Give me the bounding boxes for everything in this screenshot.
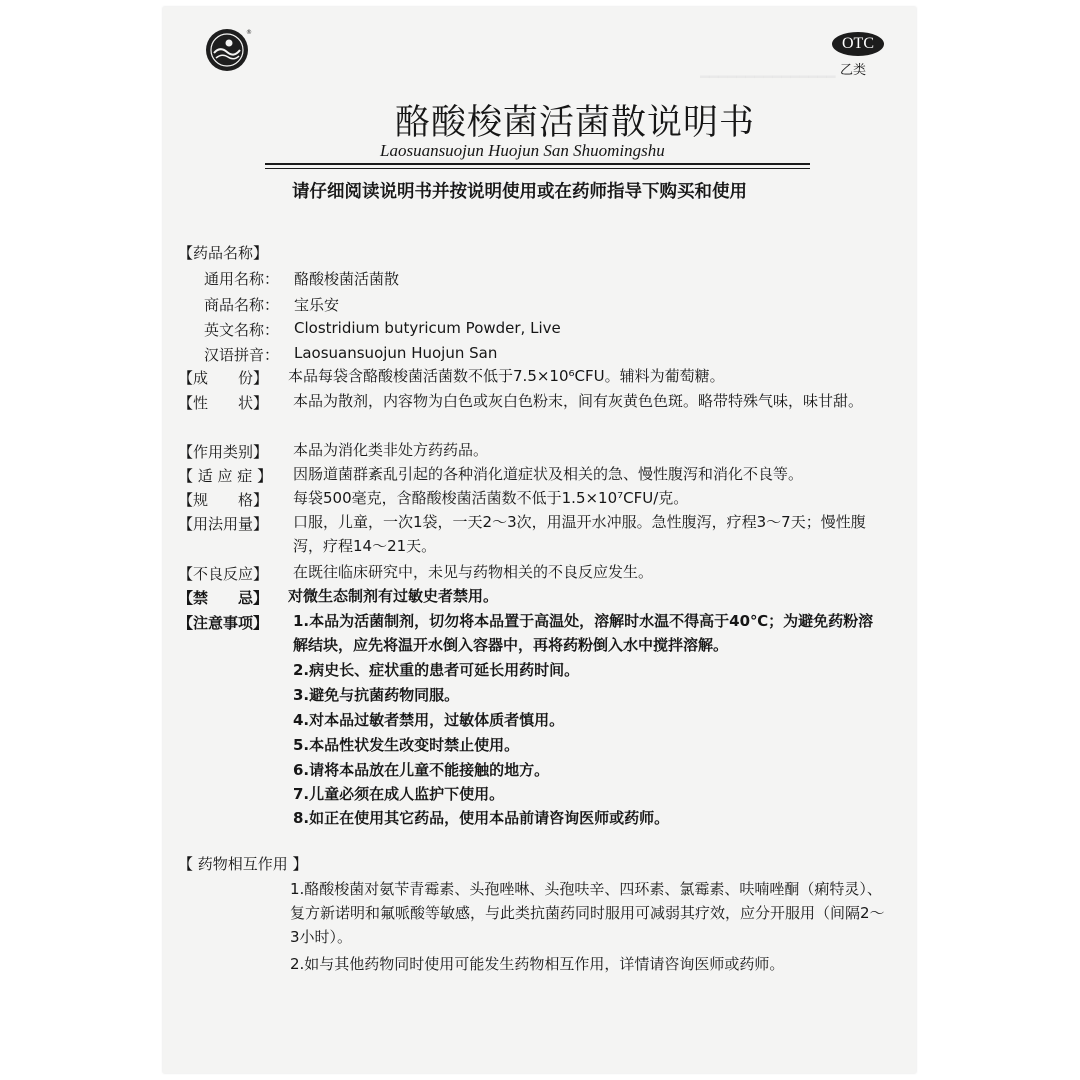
svg-text:®: ® <box>246 29 252 36</box>
pinyin-label: 汉语拼音： <box>204 346 280 364</box>
precaution-item: 6.请将本品放在儿童不能接触的地方。 <box>293 761 550 779</box>
precaution-item: 8.如正在使用其它药品，使用本品前请咨询医师或药师。 <box>293 809 670 827</box>
otc-class-label: 乙类 <box>840 63 867 78</box>
precaution-item: 3.避免与抗菌药物同服。 <box>293 686 460 704</box>
category-value: 本品为消化类非处方药药品。 <box>293 441 489 459</box>
precaution-item: 4.对本品过敏者禁用，过敏体质者慎用。 <box>293 711 565 729</box>
precaution-item: 7.儿童必须在成人监护下使用。 <box>293 785 505 803</box>
bleed-through-texture: ━━━━━━━━━━━━━━━ <box>700 68 836 86</box>
company-logo-icon <box>205 28 252 72</box>
interaction-item: 1.酪酸梭菌对氨苄青霉素、头孢唑啉、头孢呋辛、四环素、氯霉素、呋喃唑酮（痢特灵）、复方新诺明和氟哌酸等敏感，与此类抗菌药同时服用可减弱其疗效，应分开服用（间隔2～3小时）。 <box>290 880 885 946</box>
interactions-label: 【 药物相互作用 】 <box>178 855 308 873</box>
document-title: 酪酸梭菌活菌散说明书 <box>395 103 756 143</box>
precautions-label: 【注意事项】 <box>178 614 269 632</box>
description-label: 【性 状】 <box>178 394 269 412</box>
usage-notice: 请仔细阅读说明书并按说明使用或在药师指导下购买和使用 <box>292 182 747 202</box>
contraindications-label: 【禁 忌】 <box>178 589 269 607</box>
category-label: 【作用类别】 <box>178 443 269 461</box>
title-rule-thick <box>265 163 810 165</box>
contraindications-value: 对微生态制剂有过敏史者禁用。 <box>288 587 499 605</box>
title-rule-thin <box>265 168 810 169</box>
interaction-item: 2.如与其他药物同时使用可能发生药物相互作用，详情请咨询医师或药师。 <box>290 955 785 973</box>
composition-label: 【成 份】 <box>178 369 269 387</box>
adverse-label: 【不良反应】 <box>178 565 269 583</box>
dosage-value: 口服，儿童，一次1袋，一天2～3次，用温开水冲服。急性腹泻，疗程3～7天；慢性腹泻，疗程14～21天。 <box>293 513 866 555</box>
english-name-label: 英文名称： <box>204 321 280 339</box>
description-value: 本品为散剂，内容物为白色或灰白色粉末，间有灰黄色色斑。略带特殊气味，味甘甜。 <box>293 392 864 410</box>
precaution-item: 5.本品性状发生改变时禁止使用。 <box>293 736 520 754</box>
precaution-item: 1.本品为活菌制剂，切勿将本品置于高温处，溶解时水温不得高于40℃；为避免药粉溶解结块，应先将温开水倒入容器中，再将药粉倒入水中搅拌溶解。 <box>293 612 874 654</box>
generic-name-label: 通用名称： <box>204 270 280 288</box>
trade-name-value: 宝乐安 <box>294 296 340 314</box>
trade-name-label: 商品名称： <box>204 296 280 314</box>
composition-value: 本品每袋含酪酸梭菌活菌数不低于7.5×10⁶CFU。辅料为葡萄糖。 <box>288 367 725 385</box>
adverse-value: 在既往临床研究中，未见与药物相关的不良反应发生。 <box>293 563 654 581</box>
english-name-value: Clostridium butyricum Powder, Live <box>294 319 561 337</box>
document-subtitle: Laosuansuojun Huojun San Shuomingshu <box>380 141 665 160</box>
generic-name-value: 酪酸梭菌活菌散 <box>294 270 400 288</box>
dosage-label: 【用法用量】 <box>178 515 269 533</box>
specification-label: 【规 格】 <box>178 491 269 509</box>
indication-value: 因肠道菌群紊乱引起的各种消化道症状及相关的急、慢性腹泻和消化不良等。 <box>293 465 804 483</box>
pinyin-value: Laosuansuojun Huojun San <box>294 344 498 362</box>
indication-label: 【 适 应 症 】 <box>178 467 273 485</box>
otc-badge: OTC <box>832 32 884 56</box>
drug-name-heading: 【药品名称】 <box>178 244 269 262</box>
specification-value: 每袋500毫克，含酪酸梭菌活菌数不低于1.5×10⁷CFU/克。 <box>293 489 689 507</box>
precaution-item: 2.病史长、症状重的患者可延长用药时间。 <box>293 661 580 679</box>
